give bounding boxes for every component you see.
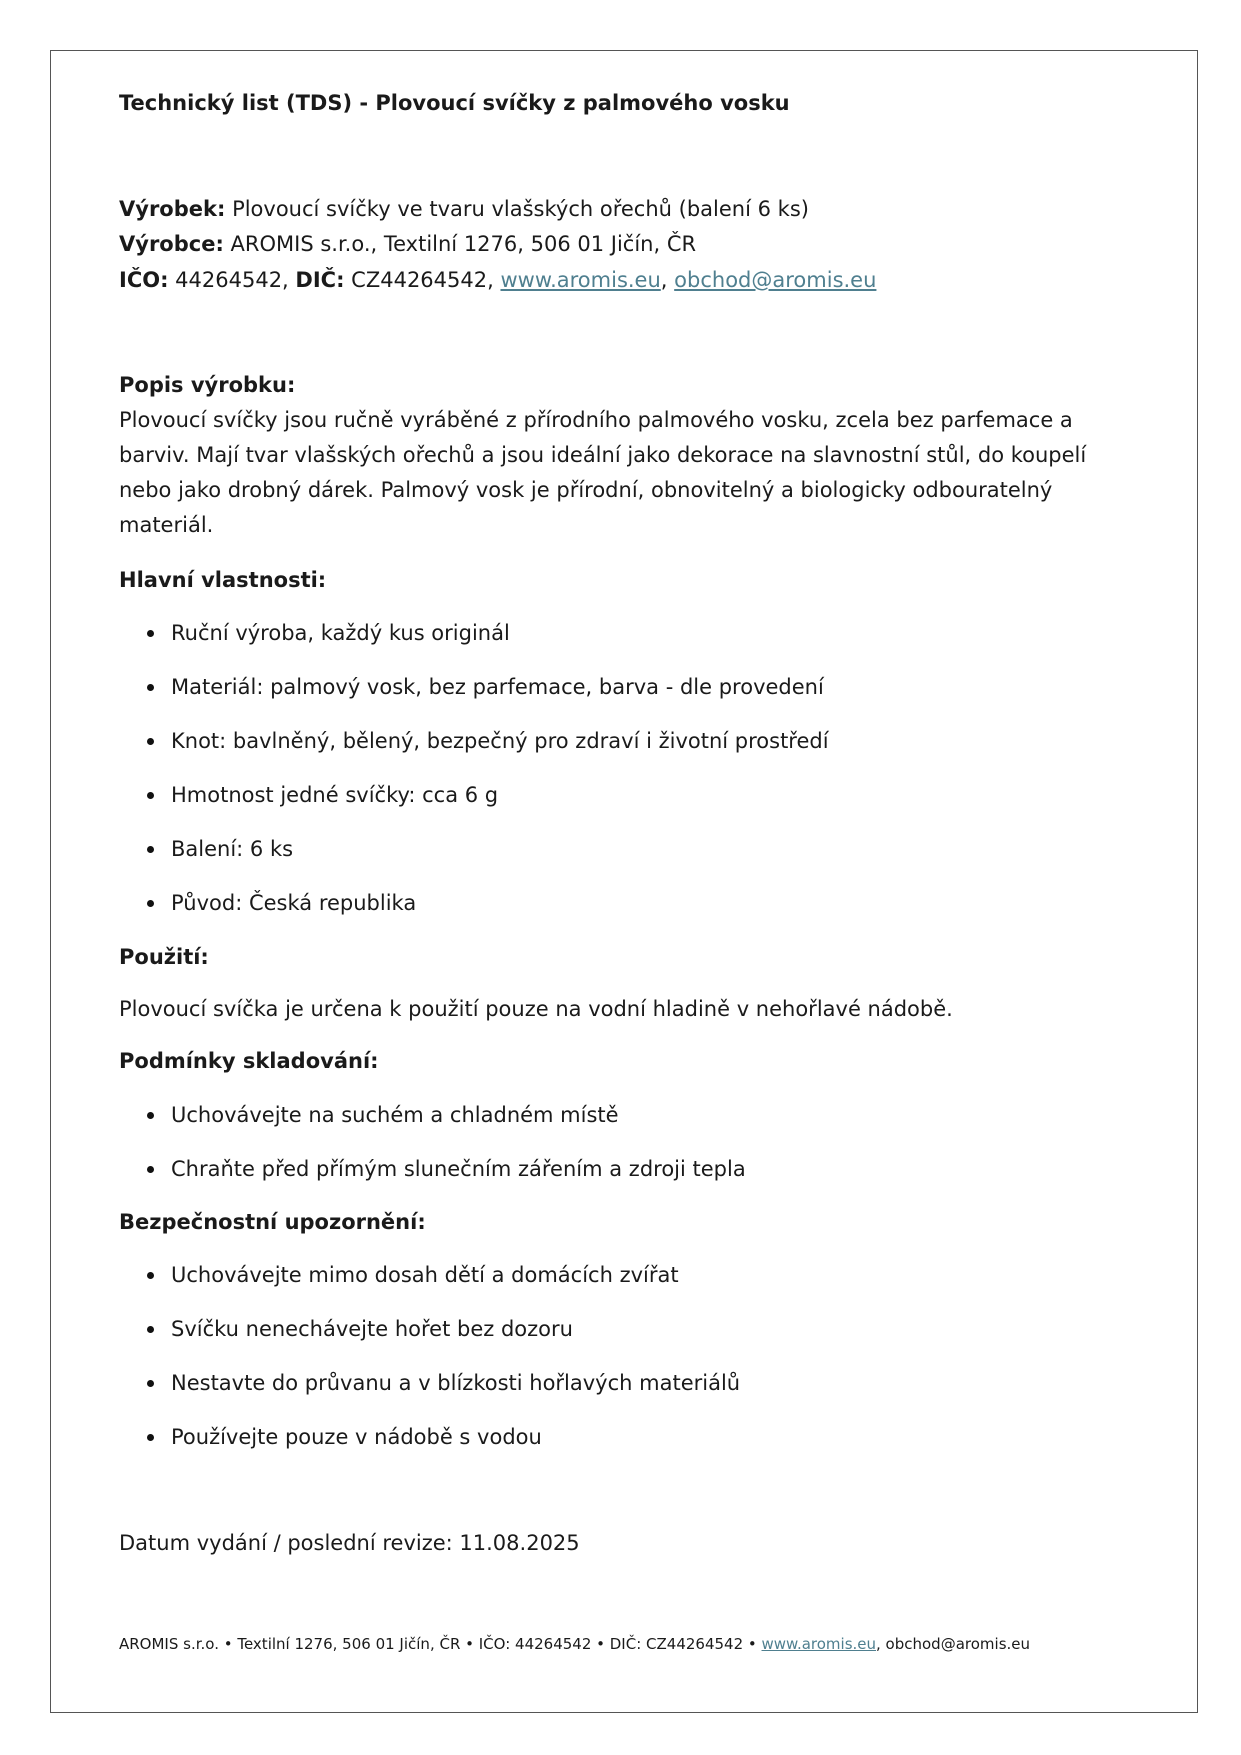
page-border [50, 50, 1198, 1713]
footer-email: , obchod@aromis.eu [876, 1635, 1031, 1653]
bullet-icon [147, 792, 154, 799]
document-title: Technický list (TDS) - Plovoucí svíčky z palmového vosku [119, 91, 790, 115]
footer-website-link[interactable]: www.aromis.eu [761, 1635, 877, 1653]
feature-item: Hmotnost jedné svíčky: cca 6 g [171, 782, 498, 808]
bullet-icon [147, 900, 154, 907]
feature-item: Původ: Česká republika [171, 890, 416, 916]
website-link[interactable]: www.aromis.eu [500, 268, 661, 292]
dic-label: DIČ: [295, 268, 345, 292]
ico-label: IČO: [119, 268, 169, 292]
bullet-icon [147, 738, 154, 745]
storage-heading: Podmínky skladování: [119, 1049, 379, 1073]
bullet-icon [147, 630, 154, 637]
product-line [119, 196, 809, 222]
bullet-icon [147, 1326, 154, 1333]
safety-heading: Bezpečnostní upozornění: [119, 1210, 426, 1234]
feature-item: Materiál: palmový vosk, bez parfemace, barva - dle provedení [171, 674, 824, 700]
description-line: materiál. [119, 513, 214, 537]
safety-item: Používejte pouze v nádobě s vodou [171, 1424, 542, 1450]
issue-date: Datum vydání / poslední revize: 11.08.2025 [119, 1531, 580, 1555]
description-line: barviv. Mají tvar vlašských ořechů a jsou ideální jako dekorace na slavnostní stůl, do koupelí [119, 443, 1087, 467]
bullet-icon [147, 1112, 154, 1119]
bullet-icon [147, 1272, 154, 1279]
safety-item: Svíčku nenechávejte hořet bez dozoru [171, 1316, 573, 1342]
dic-value: CZ44264542, [351, 268, 494, 292]
storage-item: Uchovávejte na suchém a chladném místě [171, 1102, 619, 1128]
ico-value: 44264542, [175, 268, 289, 292]
description-heading: Popis výrobku: [119, 373, 296, 397]
bullet-icon [147, 1166, 154, 1173]
description-line: Plovoucí svíčky jsou ručně vyráběné z přírodního palmového vosku, zcela bez parfemace a [119, 408, 1073, 432]
bullet-icon [147, 1380, 154, 1387]
email-link[interactable]: obchod@aromis.eu [674, 268, 877, 292]
usage-heading: Použití: [119, 945, 209, 969]
bullet-icon [147, 684, 154, 691]
link-separator: , [660, 268, 668, 292]
footer [119, 1634, 1030, 1654]
feature-item: Knot: bavlněný, bělený, bezpečný pro zdraví i životní prostředí [171, 728, 829, 754]
bullet-icon [147, 1434, 154, 1441]
storage-item: Chraňte před přímým slunečním zářením a zdroji tepla [171, 1156, 746, 1182]
registration-line [119, 267, 876, 293]
product-label: Výrobek: [119, 197, 226, 221]
manufacturer-label: Výrobce: [119, 232, 224, 256]
features-heading: Hlavní vlastnosti: [119, 568, 327, 592]
manufacturer-value: AROMIS s.r.o., Textilní 1276, 506 01 Jičín, ČR [230, 232, 697, 256]
usage-text: Plovoucí svíčka je určena k použití pouze na vodní hladině v nehořlavé nádobě. [119, 997, 953, 1021]
feature-item: Balení: 6 ks [171, 836, 293, 862]
safety-item: Nestavte do průvanu a v blízkosti hořlavých materiálů [171, 1370, 740, 1396]
description-line: nebo jako drobný dárek. Palmový vosk je přírodní, obnovitelný a biologicky odbouratelný [119, 478, 1053, 502]
bullet-icon [147, 846, 154, 853]
footer-text: AROMIS s.r.o. • Textilní 1276, 506 01 Jičín, ČR • IČO: 44264542 • DIČ: CZ44264542 • [119, 1635, 757, 1653]
product-value: Plovoucí svíčky ve tvaru vlašských ořechů (balení 6 ks) [232, 197, 809, 221]
manufacturer-line [119, 231, 696, 257]
feature-item: Ruční výroba, každý kus originál [171, 620, 510, 646]
safety-item: Uchovávejte mimo dosah dětí a domácích zvířat [171, 1262, 679, 1288]
